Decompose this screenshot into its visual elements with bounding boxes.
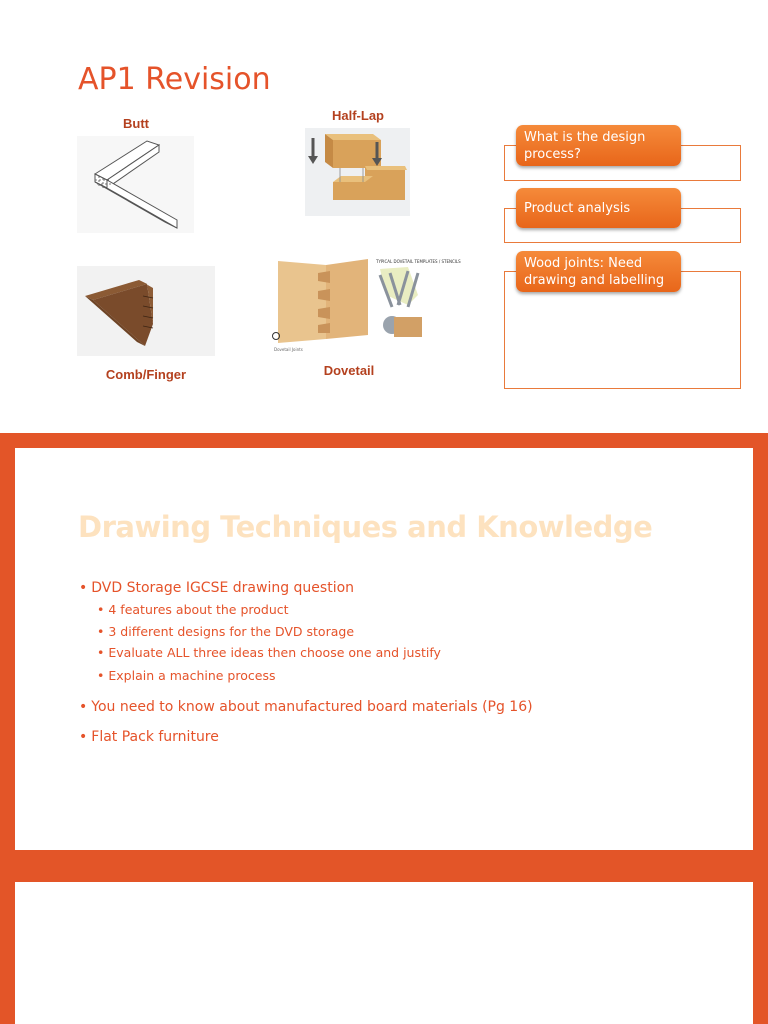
half-lap-joint-image [305,128,410,216]
dovetail-label: Dovetail [323,363,375,378]
butt-joint-image [77,136,194,233]
comb-finger-joint-image [77,266,215,356]
bullet-manufactured-board: • You need to know about manufactured board materials (Pg 16) [79,699,533,715]
dovetail-image-caption: TYPICAL DOVETAIL TEMPLATES / STENCILS [376,259,461,264]
callout-wood-joints: Wood joints: Need drawing and labelling [516,251,681,292]
sub-bullet-evaluate: • Evaluate ALL three ideas then choose one and justify [97,645,441,660]
bullet-dvd-storage: • DVD Storage IGCSE drawing question [79,580,354,596]
sub-bullet-machine-process: • Explain a machine process [97,668,275,683]
dovetail-image-footer: Dovetail Joints [274,347,303,352]
half-lap-label: Half-Lap [332,108,384,123]
butt-label: Butt [123,116,149,131]
slide-ap1-revision [0,0,768,432]
slide-content-area [15,882,753,1024]
slide-title: Drawing Techniques and Knowledge [78,510,653,544]
slide-title: AP1 Revision [78,62,271,97]
callout-product-analysis: Product analysis [516,188,681,228]
sub-bullet-designs: • 3 different designs for the DVD storage [97,624,354,639]
slide-content-area [15,448,753,850]
slide-blank [0,867,768,1024]
sub-bullet-features: • 4 features about the product [97,602,289,617]
comb-finger-label: Comb/Finger [105,367,187,382]
dovetail-joint-image [268,255,461,352]
callout-design-process: What is the design process? [516,125,681,166]
slide-drawing-techniques [0,433,768,867]
bullet-flat-pack: • Flat Pack furniture [79,729,219,745]
